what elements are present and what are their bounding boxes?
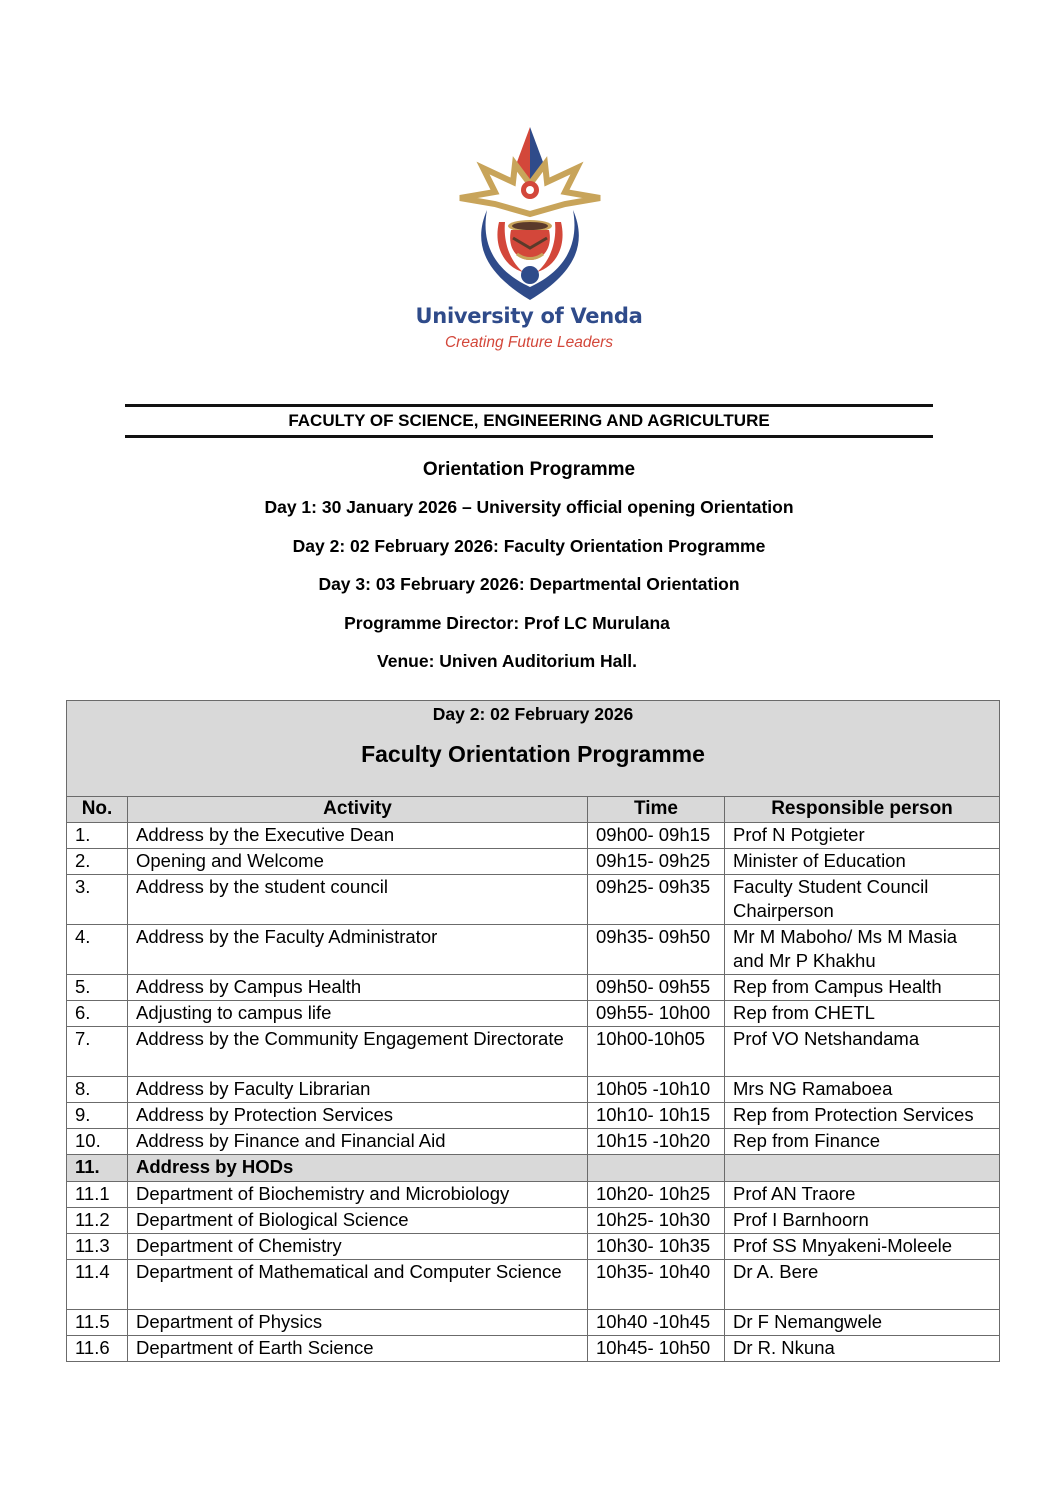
cell-activity: Address by the Executive Dean xyxy=(128,823,588,849)
university-motto: Creating Future Leaders xyxy=(444,334,613,351)
day2-line: Day 2: 02 February 2026: Faculty Orientation Programme xyxy=(292,536,766,556)
cell-activity: Department of Chemistry xyxy=(128,1234,588,1260)
cell-no: 2. xyxy=(67,849,128,875)
cell-person: Dr A. Bere xyxy=(725,1260,1000,1310)
table-row xyxy=(67,1103,1000,1129)
cell-time: 09h35- 09h50 xyxy=(588,925,725,975)
day1-line: Day 1: 30 January 2026 – University official opening Orientation xyxy=(264,497,794,517)
cell-no: 11.4 xyxy=(67,1260,128,1310)
day3-line: Day 3: 03 February 2026: Departmental Orientation xyxy=(318,574,740,594)
cell-time: 10h45- 10h50 xyxy=(588,1336,725,1362)
cell-person: Rep from Finance xyxy=(725,1129,1000,1155)
cell-activity: Adjusting to campus life xyxy=(128,1001,588,1027)
university-logo-icon xyxy=(455,122,605,307)
table-row xyxy=(67,975,1000,1001)
cell-time: 10h10- 10h15 xyxy=(588,1103,725,1129)
divider-bottom xyxy=(125,435,933,438)
cell-time: 09h50- 09h55 xyxy=(588,975,725,1001)
programme-title: Orientation Programme xyxy=(422,459,636,480)
column-header-no: No. xyxy=(67,797,128,823)
programme-director: Programme Director: Prof LC Murulana xyxy=(344,613,670,633)
cell-time: 10h30- 10h35 xyxy=(588,1234,725,1260)
column-header-person: Responsible person xyxy=(725,797,1000,823)
cell-time: 09h55- 10h00 xyxy=(588,1001,725,1027)
cell-no: 5. xyxy=(67,975,128,1001)
table-row xyxy=(67,1260,1000,1310)
table-row xyxy=(67,1234,1000,1260)
cell-no: 4. xyxy=(67,925,128,975)
table-row xyxy=(67,875,1000,925)
cell-person: Minister of Education xyxy=(725,849,1000,875)
cell-time: 10h35- 10h40 xyxy=(588,1260,725,1310)
banner-date: Day 2: 02 February 2026 xyxy=(432,704,634,724)
table-row xyxy=(67,925,1000,975)
cell-person: Prof AN Traore xyxy=(725,1182,1000,1208)
cell-time: 09h00- 09h15 xyxy=(588,823,725,849)
cell-time: 10h05 -10h10 xyxy=(588,1077,725,1103)
cell-no: 11.2 xyxy=(67,1208,128,1234)
cell-activity: Department of Biological Science xyxy=(128,1208,588,1234)
cell-time xyxy=(588,1155,725,1182)
cell-no: 6. xyxy=(67,1001,128,1027)
cell-no: 10. xyxy=(67,1129,128,1155)
column-header-time: Time xyxy=(588,797,725,823)
cell-activity: Department of Earth Science xyxy=(128,1336,588,1362)
table-row xyxy=(67,1182,1000,1208)
column-header-activity: Activity xyxy=(128,797,588,823)
cell-person: Dr R. Nkuna xyxy=(725,1336,1000,1362)
banner-title: Faculty Orientation Programme xyxy=(361,741,705,767)
cell-activity: Department of Biochemistry and Microbiology xyxy=(128,1182,588,1208)
table-row xyxy=(67,849,1000,875)
cell-activity: Address by the Faculty Administrator xyxy=(128,925,588,975)
cell-activity: Department of Physics xyxy=(128,1310,588,1336)
table-row xyxy=(67,823,1000,849)
cell-no: 1. xyxy=(67,823,128,849)
table-row xyxy=(67,1310,1000,1336)
table-row xyxy=(67,1155,1000,1182)
cell-no: 11.1 xyxy=(67,1182,128,1208)
cell-time: 10h15 -10h20 xyxy=(588,1129,725,1155)
cell-no: 3. xyxy=(67,875,128,925)
cell-time: 09h15- 09h25 xyxy=(588,849,725,875)
cell-person: Faculty Student Council Chairperson xyxy=(725,875,1000,925)
university-name: University of Venda xyxy=(415,304,643,328)
cell-activity: Department of Mathematical and Computer Science xyxy=(128,1260,588,1310)
cell-no: 11.6 xyxy=(67,1336,128,1362)
cell-person: Prof I Barnhoorn xyxy=(725,1208,1000,1234)
cell-activity: Address by the student council xyxy=(128,875,588,925)
cell-no: 8. xyxy=(67,1077,128,1103)
divider-top xyxy=(125,404,933,407)
cell-time: 10h40 -10h45 xyxy=(588,1310,725,1336)
table-row xyxy=(67,1336,1000,1362)
cell-person: Mr M Maboho/ Ms M Masia and Mr P Khakhu xyxy=(725,925,1000,975)
cell-no: 11. xyxy=(67,1155,128,1182)
cell-time: 10h00-10h05 xyxy=(588,1027,725,1077)
cell-person: Prof SS Mnyakeni-Moleele xyxy=(725,1234,1000,1260)
faculty-title: FACULTY OF SCIENCE, ENGINEERING AND AGRICULTURE xyxy=(288,411,770,430)
table-banner xyxy=(67,701,1000,797)
cell-person xyxy=(725,1155,1000,1182)
cell-person: Prof N Potgieter xyxy=(725,823,1000,849)
cell-person: Rep from Protection Services xyxy=(725,1103,1000,1129)
table-row xyxy=(67,1129,1000,1155)
cell-no: 11.3 xyxy=(67,1234,128,1260)
table-row xyxy=(67,1001,1000,1027)
cell-activity: Address by Faculty Librarian xyxy=(128,1077,588,1103)
cell-time: 10h25- 10h30 xyxy=(588,1208,725,1234)
cell-activity: Address by HODs xyxy=(128,1155,588,1182)
cell-activity: Opening and Welcome xyxy=(128,849,588,875)
cell-time: 10h20- 10h25 xyxy=(588,1182,725,1208)
table-row xyxy=(67,1027,1000,1077)
cell-activity: Address by Protection Services xyxy=(128,1103,588,1129)
cell-person: Dr F Nemangwele xyxy=(725,1310,1000,1336)
cell-person: Prof VO Netshandama xyxy=(725,1027,1000,1077)
table-row xyxy=(67,1077,1000,1103)
cell-activity: Address by Finance and Financial Aid xyxy=(128,1129,588,1155)
cell-no: 7. xyxy=(67,1027,128,1077)
table-row xyxy=(67,1208,1000,1234)
table-header-row xyxy=(67,797,1000,823)
venue: Venue: Univen Auditorium Hall. xyxy=(377,651,637,671)
cell-no: 11.5 xyxy=(67,1310,128,1336)
cell-time: 09h25- 09h35 xyxy=(588,875,725,925)
programme-table xyxy=(66,700,1000,1362)
cell-no: 9. xyxy=(67,1103,128,1129)
cell-activity: Address by Campus Health xyxy=(128,975,588,1001)
cell-person: Rep from Campus Health xyxy=(725,975,1000,1001)
cell-person: Mrs NG Ramaboea xyxy=(725,1077,1000,1103)
cell-activity: Address by the Community Engagement Directorate xyxy=(128,1027,588,1077)
cell-person: Rep from CHETL xyxy=(725,1001,1000,1027)
